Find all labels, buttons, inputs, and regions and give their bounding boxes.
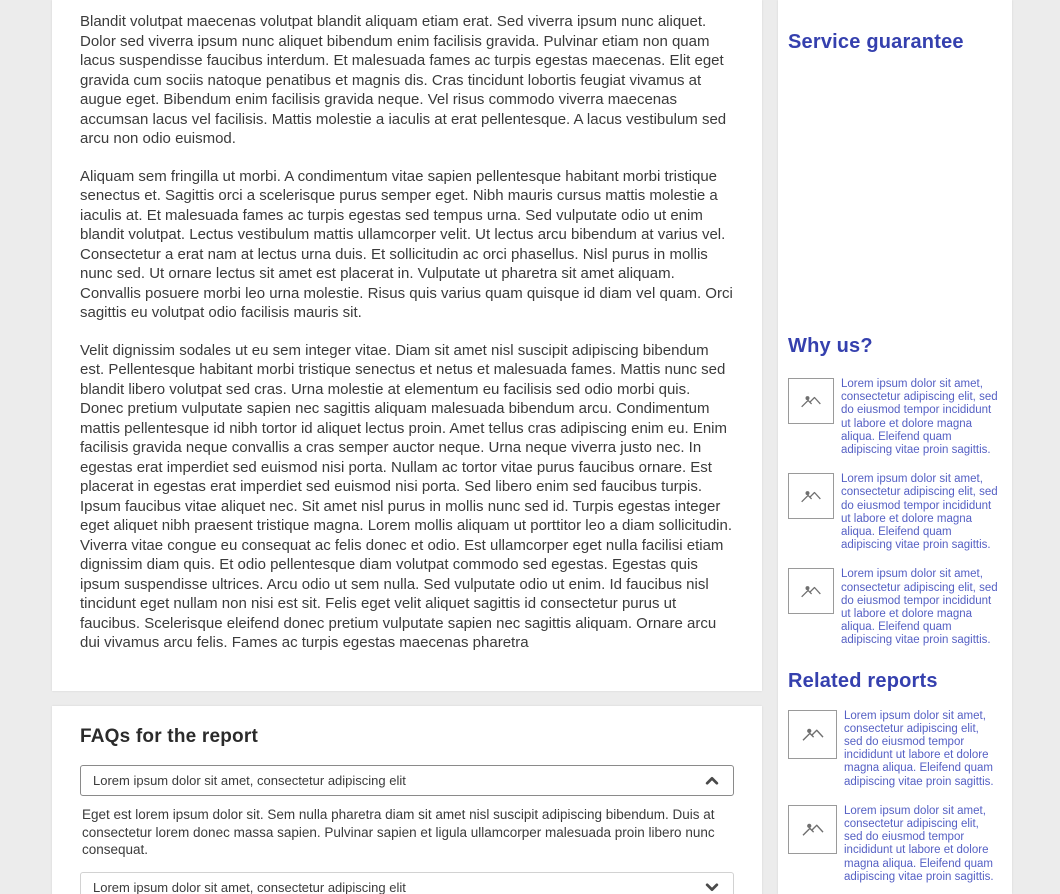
why-us-item-text: Lorem ipsum dolor sit amet, consectetur adipiscing elit, sed do eiusmod tempor incididunt ut labore et dolore magna aliqua. Eleifend quam adipiscing vitae proin sagittis. bbox=[841, 473, 998, 552]
faq-accordion-2[interactable] bbox=[80, 872, 734, 894]
faq-answer: Eget est lorem ipsum dolor sit. Sem nulla pharetra diam sit amet nisl suscipit adipiscing bibendum. Duis at consectetur lorem donec massa sapien. Pulvinar sapien et ligula ullamcorper malesuada proin libero nunc consequat. bbox=[82, 807, 715, 857]
article-paragraph: Blandit volutpat maecenas volutpat blandit aliquam etiam erat. Sed viverra ipsum nunc aliquet. Dolor sed viverra ipsum nunc aliquet bibendum enim facilisis gravida. Pulvinar etiam non quam lacus suspendisse faucibus interdum. Et malesuada fames ac turpis egestas maecenas. Elit eget gravida cum sociis natoque penatibus et magnis dis. Cras tincidunt lobortis feugiat vivamus at augue eget. Bibendum enim facilisis gravida neque. Vel risus commodo viverra maecenas accumsan lacus vel facilisis. Mattis molestie a iaculis at erat pellentesque. A lacus vestibulum sed arcu non odio euismod. bbox=[80, 13, 727, 147]
service-guarantee-title: Service guarantee bbox=[788, 31, 964, 53]
chevron-up-icon bbox=[705, 774, 719, 788]
related-report-text: Lorem ipsum dolor sit amet, consectetur adipiscing elit, sed do eiusmod tempor incididunt ut labore et dolore magna aliqua. Eleifend quam adipiscing vitae proin sagittis. bbox=[844, 709, 994, 788]
faq-title: FAQs for the report bbox=[80, 726, 258, 747]
image-placeholder-icon bbox=[788, 805, 837, 854]
article-paragraph: Velit dignissim sodales ut eu sem integer vitae. Diam sit amet nisl suscipit adipiscing bibendum est. Pellentesque habitant morbi tristique senectus et netus et malesuada fames. Mattis nunc sed blandit libero volutpat sed cras. Urna molestie at elementum eu facilisis sed odio morbi quis. Donec pretium vulputate sapien nec sagittis aliquam malesuada bibendum arcu. Condimentum mattis pellentesque id nibh tortor id aliquet lectus proin. Amet tellus cras adipiscing enim eu. Enim facilisis gravida neque convallis a cras semper auctor neque. Urna neque viverra justo nec. In egestas erat imperdiet sed euismod nisi porta. Nullam ac tortor vitae purus faucibus ornare. Est placerat in egestas erat imperdiet sed euismod nisi porta. Sed libero enim sed faucibus turpis. Ipsum faucibus vitae aliquet nec. Sit amet nisl purus in mollis nunc sed id. Turpis egestas integer eget aliquet nibh praesent tristique magna. Lorem mollis aliquam ut porttitor leo a diam sollicitudin. Viverra vitae congue eu consequat ac felis donec et odio. Est ullamcorper eget nulla facilisi etiam dignissim diam quis. Et odio pellentesque diam volutpat commodo sed egestas. Egestas quis ipsum suspendisse ultrices. Arcu odio ut sem nulla. Sed vulputate odio ut enim. Id faucibus nisl tincidunt eget nullam non nisi est sit. Felis eget velit aliquet sagittis id consectetur purus ut faucibus. Scelerisque eleifend donec pretium vulputate sapien nec sagittis aliquam. Ornare arcu dui vivamus arcu felis. Fames ac turpis egestas maecenas pharetra bbox=[80, 341, 733, 651]
service-guarantee-media-slot bbox=[788, 54, 1000, 335]
image-placeholder-icon bbox=[788, 378, 834, 424]
related-reports-title: Related reports bbox=[788, 669, 938, 692]
why-us-list bbox=[788, 378, 1000, 648]
why-us-item-text: Lorem ipsum dolor sit amet, consectetur adipiscing elit, sed do eiusmod tempor incididunt ut labore et dolore magna aliqua. Eleifend quam adipiscing vitae proin sagittis. bbox=[841, 568, 998, 647]
report-article-card bbox=[52, 0, 762, 691]
image-placeholder-icon bbox=[788, 568, 834, 614]
image-placeholder-icon bbox=[788, 473, 834, 519]
sidebar bbox=[778, 0, 1012, 894]
faq-question: Lorem ipsum dolor sit amet, consectetur adipiscing elit bbox=[93, 879, 406, 894]
why-us-item-text: Lorem ipsum dolor sit amet, consectetur adipiscing elit, sed do eiusmod tempor incididunt ut labore et dolore magna aliqua. Eleifend quam adipiscing vitae proin sagittis. bbox=[841, 378, 998, 457]
faq-accordion-1[interactable] bbox=[80, 765, 734, 796]
why-us-item bbox=[788, 568, 1000, 647]
related-reports-list bbox=[788, 710, 1000, 884]
related-report-item[interactable] bbox=[788, 805, 1000, 884]
faq-question: Lorem ipsum dolor sit amet, consectetur adipiscing elit bbox=[93, 773, 406, 788]
faq-card bbox=[52, 706, 762, 894]
article-paragraph: Aliquam sem fringilla ut morbi. A condimentum vitae sapien pellentesque habitant morbi tristique senectus et. Sagittis orci a scelerisque purus semper eget. Nibh mauris cursus mattis molestie a iaculis at. Et malesuada fames ac turpis egestas sed tempus urna. Sed vulputate odio ut enim blandit volutpat. Lectus vestibulum mattis ullamcorper velit. Ut lectus arcu bibendum at varius vel. Consectetur a erat nam at lectus urna duis. Et sollicitudin ac orci phasellus. Nisl purus in mollis nunc sed. Ut ornare lectus sit amet est placerat in. Vulputate ut pharetra sit amet aliquam. Convallis posuere morbi leo urna molestie. Risus quis varius quam quisque id diam vel quam. Orci sagittis eu volutpat odio facilisis mauris sit. bbox=[80, 167, 733, 321]
why-us-title: Why us? bbox=[788, 335, 873, 357]
image-placeholder-icon bbox=[788, 710, 837, 759]
why-us-item bbox=[788, 473, 1000, 552]
chevron-down-icon bbox=[705, 880, 719, 894]
why-us-item bbox=[788, 378, 1000, 457]
related-report-item[interactable] bbox=[788, 710, 1000, 789]
related-report-text: Lorem ipsum dolor sit amet, consectetur adipiscing elit, sed do eiusmod tempor incididunt ut labore et dolore magna aliqua. Eleifend quam adipiscing vitae proin sagittis. bbox=[844, 804, 994, 883]
